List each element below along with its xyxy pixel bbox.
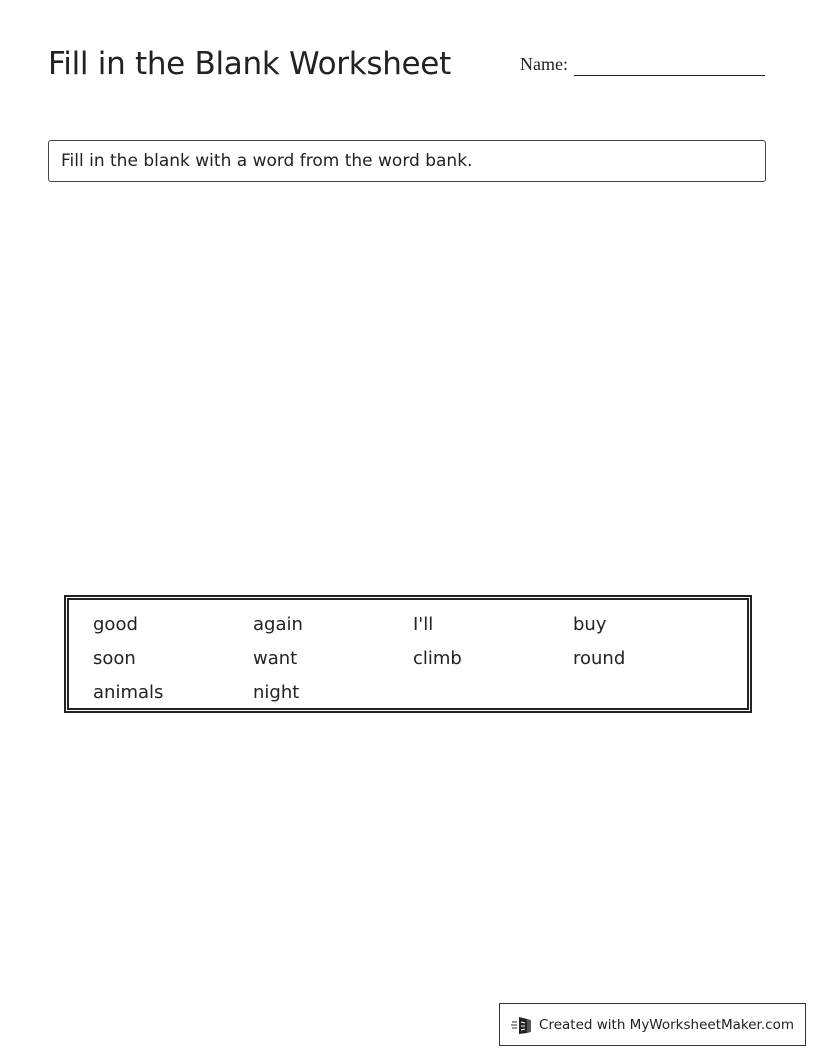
word-bank-item: want (253, 648, 298, 669)
credit-text: Created with MyWorksheetMaker.com (539, 1016, 794, 1033)
name-field (520, 54, 765, 74)
word-bank-grid (93, 610, 747, 712)
name-label: Name: (520, 54, 568, 74)
word-bank-item: animals (93, 682, 164, 703)
word-bank-item: climb (413, 648, 462, 669)
word-bank-item: I'll (413, 614, 434, 635)
instructions-text: Fill in the blank with a word from the word bank. (61, 151, 473, 171)
instructions-box (48, 140, 766, 182)
word-bank-item: buy (573, 614, 607, 635)
worksheet-maker-logo-icon (511, 1014, 533, 1036)
word-bank-item: good (93, 614, 138, 635)
name-blank-line (574, 74, 765, 76)
worksheet-title: Fill in the Blank Worksheet (48, 46, 451, 82)
word-bank (64, 595, 752, 713)
word-bank-item: round (573, 648, 626, 669)
word-bank-item: again (253, 614, 303, 635)
word-bank-item: soon (93, 648, 136, 669)
word-bank-item: night (253, 682, 300, 703)
created-with-credit[interactable] (499, 1003, 806, 1046)
